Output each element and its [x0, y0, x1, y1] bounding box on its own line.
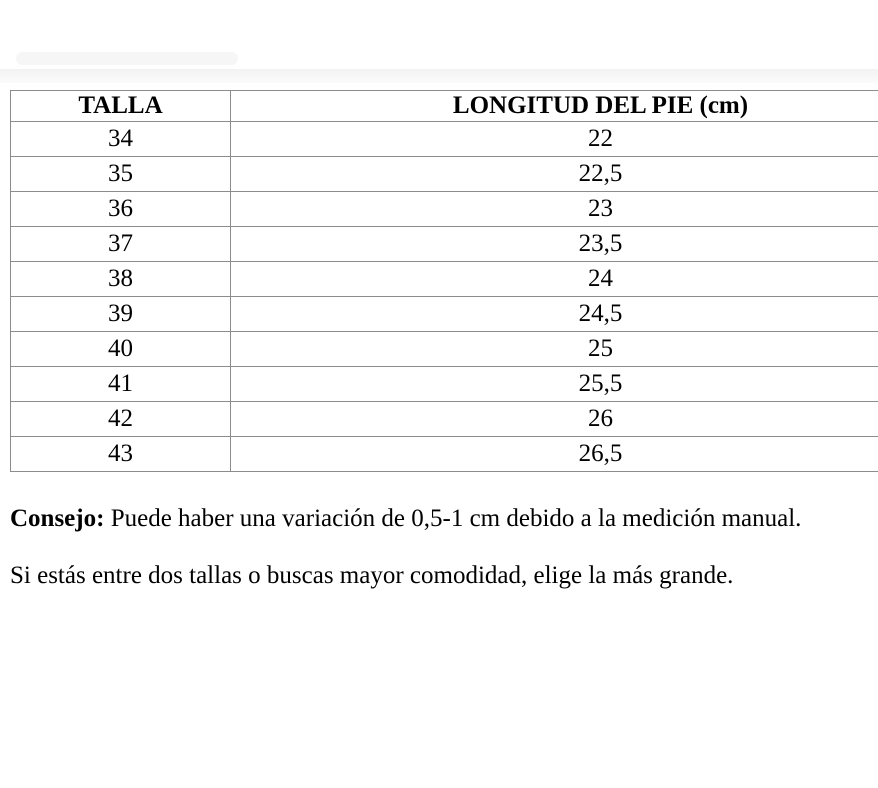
cell-talla: 36 [11, 192, 231, 227]
cell-talla: 43 [11, 437, 231, 472]
table-row [11, 332, 878, 367]
cell-longitud: 23 [231, 192, 878, 227]
tip-label: Consejo: [10, 505, 105, 532]
table-row [11, 122, 878, 157]
cell-talla: 34 [11, 122, 231, 157]
cell-talla: 38 [11, 262, 231, 297]
table-row [11, 227, 878, 262]
table-row [11, 367, 878, 402]
cell-talla: 40 [11, 332, 231, 367]
cell-talla: 37 [11, 227, 231, 262]
size-table [10, 90, 878, 472]
tip-body: Puede haber una variación de 0,5-1 cm debido a la medición manual. [104, 505, 802, 532]
size-table-header-row [11, 91, 878, 122]
table-row [11, 297, 878, 332]
cell-longitud: 22 [231, 122, 878, 157]
cell-longitud: 25 [231, 332, 878, 367]
tip-text [10, 505, 870, 533]
header-cell-longitud: LONGITUD DEL PIE (cm) [231, 91, 878, 122]
cell-talla: 39 [11, 297, 231, 332]
cell-longitud: 24,5 [231, 297, 878, 332]
table-row [11, 402, 878, 437]
section-divider-band [0, 69, 878, 83]
comfort-note-text: Si estás entre dos tallas o buscas mayor comodidad, elige la más grande. [10, 562, 734, 589]
cell-longitud: 26,5 [231, 437, 878, 472]
cell-longitud: 22,5 [231, 157, 878, 192]
table-row [11, 192, 878, 227]
cell-longitud: 23,5 [231, 227, 878, 262]
cell-longitud: 24 [231, 262, 878, 297]
cell-longitud: 26 [231, 402, 878, 437]
cell-talla: 41 [11, 367, 231, 402]
cell-talla: 42 [11, 402, 231, 437]
loading-placeholder-bar [16, 52, 238, 65]
table-row [11, 437, 878, 472]
cell-longitud: 25,5 [231, 367, 878, 402]
cell-talla: 35 [11, 157, 231, 192]
header-cell-talla: TALLA [11, 91, 231, 122]
table-row [11, 157, 878, 192]
table-row [11, 262, 878, 297]
